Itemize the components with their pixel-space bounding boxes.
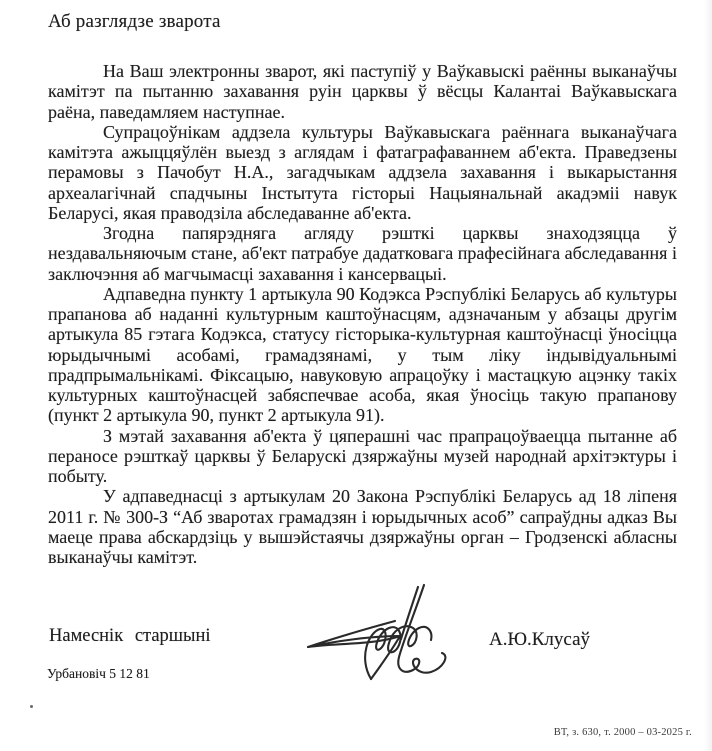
subject-line: Аб разглядзе зварота	[48, 11, 221, 32]
paragraph-condition: Згодна папярэдняга агляду рэшткі царквы знаходзяцца ў нездавальняючым стане, аб'ект патрабуе дадатковага прафесійнага абследавання і заключэння аб магчымасці захавання і кансервацыі.	[48, 223, 677, 284]
form-imprint: ВТ, з. 630, т. 2000 – 03-2025 г.	[553, 727, 692, 738]
paragraph-appeal-rights: У адпаведнасці з артыкулам 20 Закона Рэспублікі Беларусь ад 18 ліпеня 2011 г. № 300-З “Аб зваротах грамадзян і юрыдычных асоб” сапраўдны адказ Вы маеце права абскардзіць у вышэйстаячы дзяржаўны орган – Гродзенскі абласны выканаўчы камітэт.	[48, 486, 677, 567]
paragraph-intro: На Ваш электронны зварот, які паступіў у Ваўкавыскі раённы выканаўчы камітэт па пытанню захавання руін царквы ў вёсцы Калантаі Ваўкавыскага раёна, паведамляем наступнае.	[48, 61, 677, 122]
signer-position-title: Намеснік старшыні	[49, 626, 211, 646]
paragraph-museum-transfer: З мэтай захавання аб'екта ў цяперашні час прапрацоўваецца пытанне аб пераносе рэшткаў царквы ў Беларускі дзяржаўны музей народнай архітэктуры і побыту.	[48, 425, 677, 486]
signer-name: А.Ю.Клусаў	[489, 629, 591, 650]
paragraph-culture-code: Адпаведна пункту 1 артыкула 90 Кодэкса Рэспублікі Беларусь аб культуры прапанова аб наданні культурным каштоўнасцям, адзначаным у абзацы другім артыкула 85 гэтага Кодэкса, статусу гісторыка-культурная каштоўнасці ўносіцца юрыдычнымі асобамі, грамадзянамі, у тым ліку індывідуальнымі прадпрымальнікамі. Фіксацыю, навуковую апрацоўку і мастацкую ацэнку такіх культурных каштоўнасцей забяспечвае асоба, якая ўносіць такую прапанову (пункт 2 артыкула 90, пункт 2 артыкула 91).	[48, 283, 677, 426]
signature-icon	[300, 583, 475, 685]
letter-body	[48, 61, 677, 567]
scan-edge-artifact	[704, 0, 712, 751]
executor-contact-line: Урбановіч 5 12 81	[47, 666, 150, 681]
paragraph-inspection: Супрацоўнікам аддзела культуры Ваўкавыскага раённага выканаўчага камітэта ажыццяўлён выезд з аглядам і фатаграфаваннем аб'екта. Праведзены перамовы з Пачобут Н.А., загадчыкам аддзела захавання і выкарыстання археалагічнай спадчыны Інстытута гісторыі Нацыянальнай акадэміі навук Беларусі, якая праводзіла абследаванне аб'екта.	[48, 121, 677, 223]
scan-artifact-dot	[30, 705, 33, 708]
